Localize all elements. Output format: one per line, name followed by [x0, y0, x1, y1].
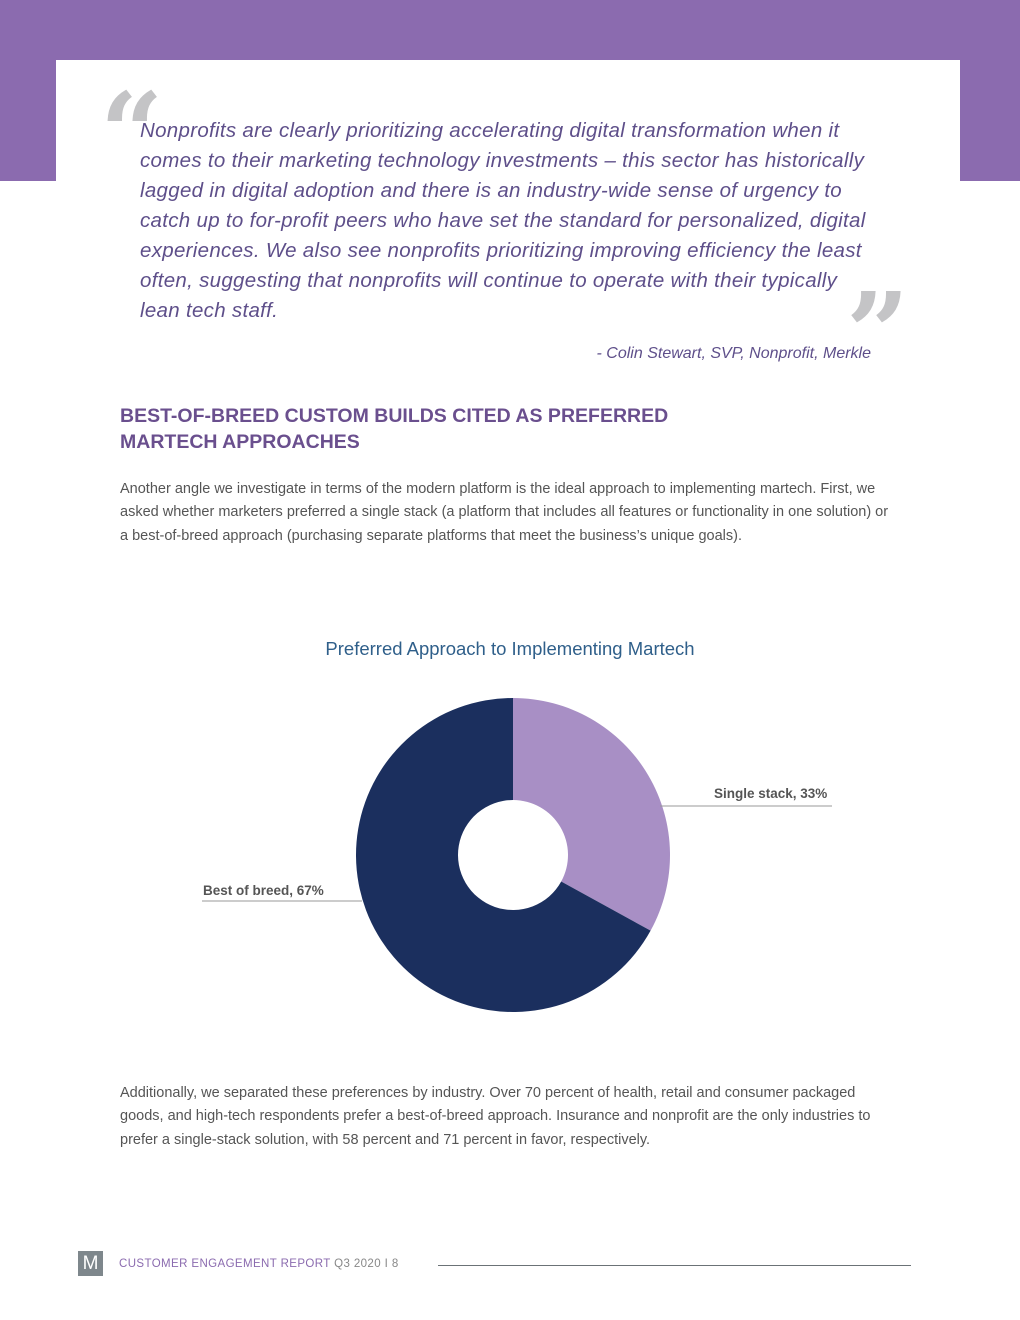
footer-period: Q3 2020 [334, 1258, 382, 1270]
footer-report: CUSTOMER ENGAGEMENT REPORT [119, 1258, 331, 1270]
followup-paragraph: Additionally, we separated these preferences by industry. Over 70 percent of health, retail and consumer packaged goods, and high-tech respondents prefer a best-of-breed approach. Insurance and nonprofit are the only industries to prefer a single-stack solution, with 58 percent and 71 percent in favor, respectively. [120, 1085, 871, 1148]
slice-single-stack [513, 698, 670, 931]
footer-divider [438, 1265, 911, 1266]
chart-title: Preferred Approach to Implementing Martech [325, 638, 695, 659]
merkle-logo: M [78, 1251, 103, 1276]
section-heading: BEST-OF-BREED CUSTOM BUILDS CITED AS PREFERRED MARTECH APPROACHES [120, 405, 669, 453]
pull-quote: Nonprofits are clearly prioritizing accelerating digital transformation when it comes to their marketing technology investments – this sector has historically lagged in digital adoption and there is an industry-wide sense of urgency to catch up to for-profit peers who have set the standard for personalized, digital experiences. We also see nonprofits prioritizing improving efficiency the least often, suggesting that nonprofits will continue to operate with their typically lean tech staff. [140, 119, 866, 322]
page-number: 8 [391, 1258, 399, 1270]
intro-paragraph: Another angle we investigate in terms of the modern platform is the ideal approach to implementing martech. First, we asked whether marketers preferred a single stack (a platform that includes all features or functionality in one solution) or a best-of-breed approach (purchasing separate platforms that meet the business’s unique goals). [120, 481, 889, 544]
footer-separator: I [384, 1258, 389, 1270]
label-single-stack: Single stack, 33% [714, 786, 828, 801]
close-quote-icon: ” [846, 268, 910, 397]
donut-chart [0, 680, 1020, 1030]
open-quote-icon: “ [100, 68, 164, 197]
quote-attribution: - Colin Stewart, SVP, Nonprofit, Merkle [596, 345, 871, 362]
footer-text [119, 1258, 399, 1270]
label-best-of-breed: Best of breed, 67% [203, 883, 324, 898]
